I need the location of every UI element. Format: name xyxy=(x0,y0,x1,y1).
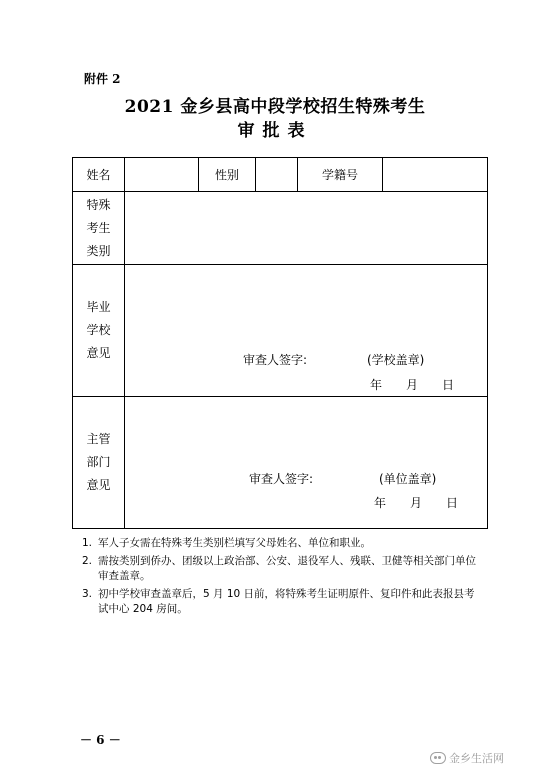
list-item: 1. 军人子女需在特殊考生类别栏填写父母姓名、单位和职业。 xyxy=(82,537,371,549)
notes-list xyxy=(82,536,482,620)
gender-field[interactable] xyxy=(256,158,298,192)
watermark-text: 金乡生活网 xyxy=(449,752,504,765)
list-item: 3. 初中学校审查盖章后，5 月 10 日前，将特殊考生证明原件、复印件和此表报县考试中心 204 房间。 xyxy=(82,588,475,615)
student-id-field[interactable] xyxy=(383,158,488,192)
table-row xyxy=(73,192,488,265)
dept-opinion-label: 主管 部门 意见 xyxy=(73,397,125,529)
school-seal-label: (学校盖章) xyxy=(367,353,425,367)
category-label: 特殊 考生 类别 xyxy=(73,192,125,265)
school-opinion-label: 毕业 学校 意见 xyxy=(73,265,125,397)
dept-opinion-field[interactable] xyxy=(125,397,488,529)
gender-label: 性别 xyxy=(199,158,256,192)
name-label: 姓名 xyxy=(73,158,125,192)
school-opinion-field[interactable] xyxy=(125,265,488,397)
attachment-label: 附件 2 xyxy=(84,72,121,86)
watermark xyxy=(430,750,504,766)
approval-table xyxy=(72,157,488,529)
dept-date-label: 年 月 日 xyxy=(374,496,459,510)
category-field[interactable] xyxy=(125,192,488,265)
form-subtitle: 审批表 xyxy=(237,121,313,141)
dept-signature-label: 审查人签字: xyxy=(249,472,314,486)
list-item: 2. 需按类别到侨办、团级以上政治部、公安、退役军人、残联、卫健等相关部门单位审查盖章。 xyxy=(82,555,476,582)
dept-seal-label: (单位盖章) xyxy=(379,472,437,486)
wechat-icon xyxy=(430,752,446,764)
table-row xyxy=(73,265,488,397)
page-number: － 6 － xyxy=(80,733,121,747)
form-title: 2021 金乡县高中段学校招生特殊考生 xyxy=(124,97,426,117)
name-field[interactable] xyxy=(125,158,199,192)
school-date-label: 年 月 日 xyxy=(370,378,455,392)
student-id-label: 学籍号 xyxy=(298,158,383,192)
table-row xyxy=(73,397,488,529)
table-row xyxy=(73,158,488,192)
school-signature-label: 审查人签字: xyxy=(243,353,308,367)
